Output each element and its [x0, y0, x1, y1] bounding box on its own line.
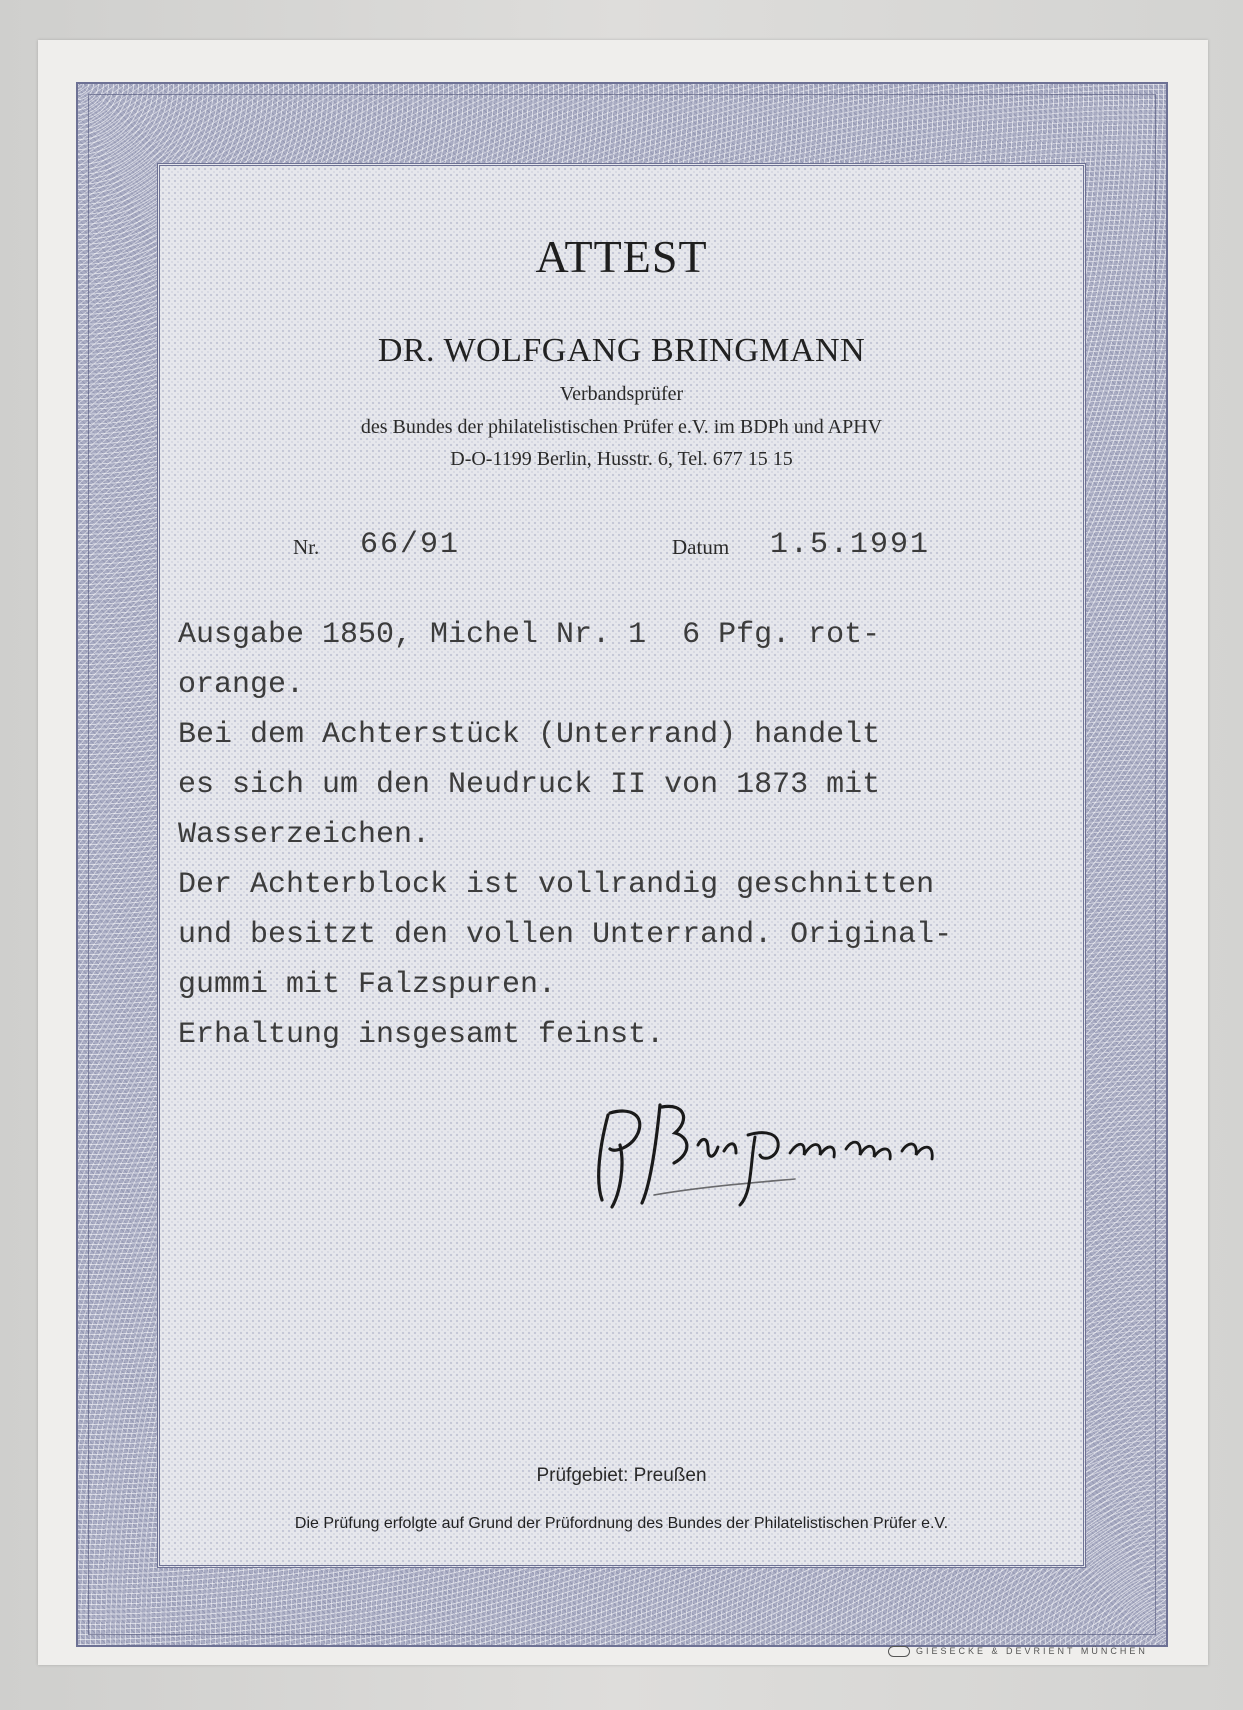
address-line: D-O-1199 Berlin, Husstr. 6, Tel. 677 15 15 — [450, 448, 793, 470]
body-line: orange. — [178, 668, 305, 702]
number-value: 66/91 — [360, 528, 461, 562]
body-line: Bei dem Achterstück (Unterrand) handelt — [178, 718, 881, 752]
date-label: Datum — [672, 535, 730, 559]
examiner-name: DR. WOLFGANG BRINGMANN — [377, 332, 866, 369]
number-label: Nr. — [293, 535, 320, 559]
examination-area: Prüfgebiet: Preußen — [536, 1465, 707, 1486]
body-line: Erhaltung insgesamt feinst. — [178, 1018, 665, 1052]
body-line: Wasserzeichen. — [178, 818, 431, 852]
printer-name: GIESECKE & DEVRIENT MÜNCHEN — [916, 1646, 1148, 1656]
printer-mark — [888, 1646, 1148, 1657]
body-line: Der Achterblock ist vollrandig geschnitten — [178, 868, 935, 902]
printer-logo-icon — [888, 1646, 910, 1657]
certificate-inner-panel — [157, 163, 1086, 1568]
association-line: des Bundes der philatelistischen Prüfer e.V. im BDPh und APHV — [360, 416, 883, 438]
certificate-title: ATTEST — [535, 231, 708, 282]
body-line: Ausgabe 1850, Michel Nr. 1 6 Pfg. rot- — [178, 618, 881, 652]
body-line: gummi mit Falzspuren. — [178, 968, 557, 1002]
body-line: es sich um den Neudruck II von 1873 mit — [178, 768, 881, 802]
date-value: 1.5.1991 — [770, 528, 931, 562]
examiner-role: Verbandsprüfer — [559, 383, 684, 405]
body-line: und besitzt den vollen Unterrand. Original- — [178, 918, 953, 952]
examiner-signature — [590, 1075, 990, 1215]
footer-note: Die Prüfung erfolgte auf Grund der Prüfordnung des Bundes der Philatelistischen Prüfer e.V. — [294, 1515, 949, 1532]
